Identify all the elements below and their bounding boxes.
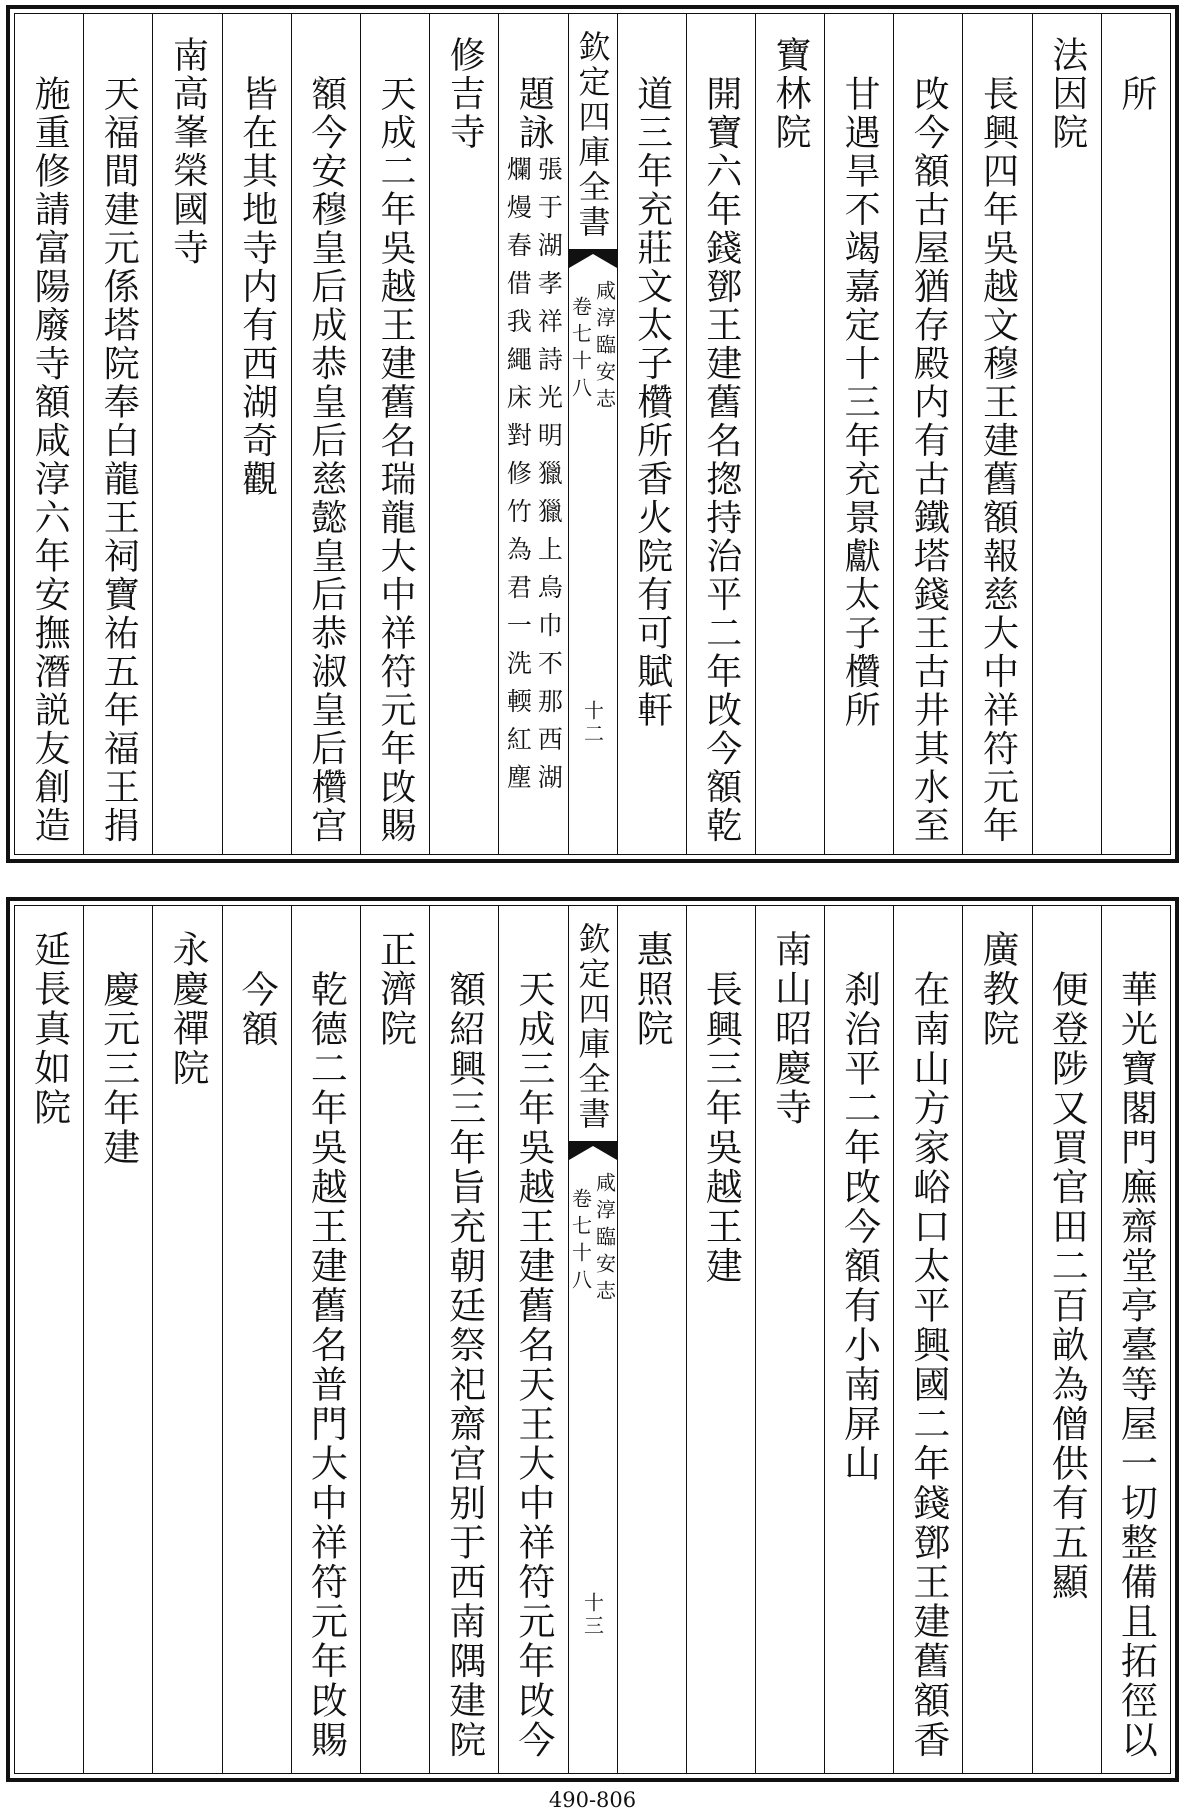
tiyong-stack [503, 74, 564, 802]
column-text: 天福間建元係塔院奉白龍王祠寶祐五年福王捐 [98, 74, 140, 845]
entry-heading: 南高峯榮國寺 [167, 36, 209, 267]
text-column [1101, 906, 1170, 1773]
juan-number: 卷七十八 [568, 1188, 593, 1296]
column-text: 乾德二年吳越王建舊名普門大中祥符元年攺賜 [304, 969, 348, 1760]
column-text: 開寶六年錢鄧王建舊名揔持治平二年攺今額乾 [700, 74, 742, 845]
column-text: 攺今額古屋猶存殿内有古鐵塔錢王古井其水至 [908, 74, 950, 845]
page-reference-number: 490-806 [548, 1788, 637, 1812]
column-text: 額紹興三年旨充朝廷祭祀齋宫别于西南隅建院 [442, 969, 486, 1760]
text-column [83, 906, 152, 1773]
fishtail-mark [569, 1138, 617, 1164]
entry-heading-column [152, 906, 221, 1773]
annotation-double-column [503, 155, 564, 802]
entry-heading: 永慶禪院 [165, 930, 209, 1088]
entry-heading-column [15, 906, 83, 1773]
text-column [429, 906, 498, 1773]
text-column [1101, 14, 1170, 854]
column-text: 甘遇旱不竭嘉定十三年充景獻太子欑所 [839, 74, 881, 729]
text-column [498, 906, 567, 1773]
entry-heading: 法因院 [1046, 36, 1088, 152]
page-top-half [6, 5, 1179, 863]
annotation-text: 張于湖孝祥詩光明獵獵上烏巾不那西湖 [534, 155, 564, 802]
column-text: 皆在其地寺内有西湖奇觀 [236, 74, 278, 498]
entry-heading-column [429, 14, 498, 854]
entry-heading: 寶林院 [769, 36, 811, 152]
column-text: 今額 [235, 969, 279, 1049]
book-title: 欽定四庫全書 [573, 922, 612, 1132]
column-text: 額今安穆皇后成恭皇后慈懿皇后恭淑皇后欑宫 [305, 74, 347, 845]
section-heading: 題詠 [513, 74, 555, 152]
text-column [360, 14, 429, 854]
banxin-center-column [568, 906, 617, 1773]
entry-heading-column [755, 14, 824, 854]
text-frame [14, 905, 1171, 1774]
text-column [617, 14, 686, 854]
entry-heading: 惠照院 [630, 930, 674, 1049]
text-column [893, 14, 962, 854]
text-column [291, 906, 360, 1773]
entry-heading-column [152, 14, 221, 854]
column-text: 施重修請富陽廢寺額咸淳六年安撫潛説友創造 [29, 74, 71, 845]
text-column [1032, 906, 1101, 1773]
entry-heading-column [755, 906, 824, 1773]
text-column [824, 906, 893, 1773]
column-text: 在南山方家峪口太平興國二年錢鄧王建舊額香 [906, 969, 950, 1760]
text-column [291, 14, 360, 854]
work-and-juan [568, 1172, 617, 1307]
column-text: 天成三年吳越王建舊名天王大中祥符元年攺今 [511, 969, 555, 1760]
entry-heading: 修吉寺 [444, 36, 486, 152]
annotation-text: 爛熳春借我繩床對修竹為君一洗輭紅塵 [503, 155, 533, 802]
column-text: 道三年充莊文太子欑所香火院有可賦軒 [631, 74, 673, 729]
entry-heading-column [962, 906, 1031, 1773]
column-text: 長興四年吳越文穆王建舊額報慈大中祥符元年 [977, 74, 1019, 845]
text-column [15, 14, 83, 854]
entry-heading-column [1032, 14, 1101, 854]
entry-heading-column [617, 906, 686, 1773]
juan-number: 卷七十八 [568, 296, 593, 404]
column-text: 慶元三年建 [96, 969, 140, 1167]
entry-heading: 廣教院 [976, 930, 1020, 1049]
column-text: 所 [1115, 74, 1157, 113]
work-title: 咸淳臨安志 [592, 1172, 617, 1307]
entry-heading-column [360, 906, 429, 1773]
text-frame [14, 13, 1171, 855]
column-text: 刹治平二年攺今額有小南屏山 [837, 969, 881, 1483]
book-title: 欽定四庫全書 [573, 30, 612, 240]
leaf-number: 十三 [580, 1592, 605, 1638]
column-text: 天成二年吳越王建舊名瑞龍大中祥符元年攺賜 [375, 74, 417, 845]
banxin-center-column [568, 14, 617, 854]
text-column [893, 906, 962, 1773]
text-column [83, 14, 152, 854]
text-column [222, 906, 291, 1773]
text-column [962, 14, 1031, 854]
text-column [222, 14, 291, 854]
column-text: 便登陟又買官田二百畝為僧供有五顯 [1045, 969, 1089, 1602]
leaf-number: 十二 [580, 700, 605, 746]
leaf-number-box [569, 1592, 617, 1638]
text-column [824, 14, 893, 854]
column-text: 長興三年吳越王建 [699, 969, 743, 1286]
text-column [686, 14, 755, 854]
entry-heading: 延長真如院 [27, 930, 71, 1128]
entry-heading: 正濟院 [373, 930, 417, 1049]
column-text: 華光寶閣門廡齋堂亭臺等屋一切整備且拓徑以 [1114, 969, 1158, 1760]
fishtail-mark [569, 246, 617, 272]
text-column [686, 906, 755, 1773]
entry-heading: 南山昭慶寺 [768, 930, 812, 1128]
work-and-juan [568, 280, 617, 415]
tiyong-column [498, 14, 567, 854]
page-bottom-half [6, 897, 1179, 1782]
work-title: 咸淳臨安志 [592, 280, 617, 415]
leaf-number-box [569, 700, 617, 746]
